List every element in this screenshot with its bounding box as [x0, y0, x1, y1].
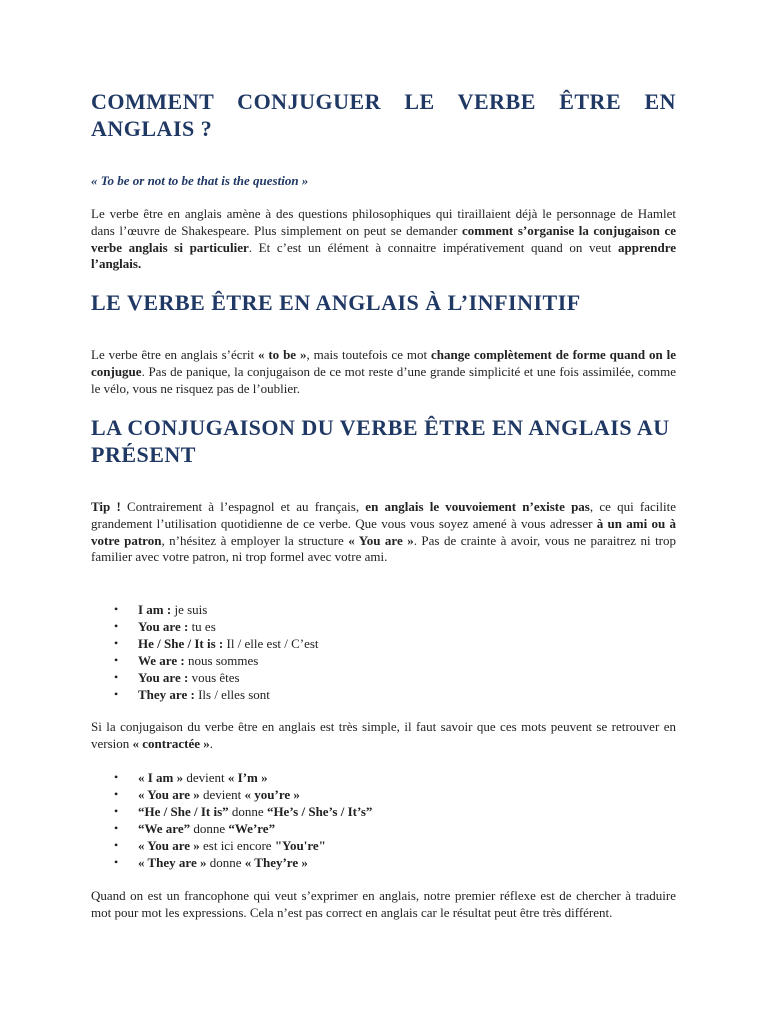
contraction-text-2: .	[209, 735, 214, 751]
intro-bold-2: apprendre l’anglais.	[91, 239, 676, 272]
infinitif-text-1: Le verbe être en anglais s’écrit	[91, 347, 258, 362]
infinitif-paragraph	[91, 347, 676, 397]
intro-paragraph	[91, 206, 676, 273]
heading-infinitif: LE VERBE ÊTRE EN ANGLAIS À L’INFINITIF	[91, 290, 581, 315]
list-item: • You are : vous êtes	[91, 669, 319, 686]
tip-text-4: . Pas de crainte à avoir, vous ne paraitrez ni trop familier avec votre patron, ni trop formel avec votre ami.	[91, 532, 677, 565]
list-item: • “He / She / It is” donne “He’s / She’s / It’s”	[91, 803, 372, 820]
intro-bold-1: comment s’organise la conjugaison ce verbe anglais si particulier	[91, 222, 676, 255]
list-item: • « I am » devient « I’m »	[91, 769, 372, 786]
tip-paragraph	[91, 499, 676, 566]
contraction-text-1: Si la conjugaison du verbe être en anglais est très simple, il faut savoir que ces mots peuvent se retrouver en version	[91, 719, 676, 751]
infinitif-bold-2: change complètement de forme quand on le conjugue	[91, 347, 676, 379]
contraction-bold-1: « contractée »	[132, 735, 210, 751]
list-item: • « They are » donne « They’re »	[91, 854, 372, 871]
tip-bold-3: « You are »	[348, 532, 414, 548]
list-item: • “We are” donne “We’re”	[91, 820, 372, 837]
conjugation-list	[91, 601, 319, 703]
hamlet-quote: « To be or not to be that is the question »	[91, 173, 309, 188]
tip-text-1: Contrairement à l’espagnol et au français,	[120, 499, 366, 514]
tip-label: Tip !	[91, 499, 121, 514]
list-item: • We are : nous sommes	[91, 652, 319, 669]
intro-text-1: Le verbe être en anglais amène à des questions philosophiques qui tiraillaient déjà le personnage de Hamlet dans l’œuvre de Shakespeare. Plus simplement on peut se demander	[91, 206, 676, 238]
tip-bold-1: en anglais le vouvoiement n’existe pas	[365, 499, 590, 514]
contraction-list	[91, 769, 372, 871]
list-item: • He / She / It is : Il / elle est / C’est	[91, 635, 319, 652]
infinitif-text-2: , mais toutefois ce mot	[306, 347, 431, 362]
infinitif-bold-1: « to be »	[257, 347, 307, 362]
list-item: • I am : je suis	[91, 601, 319, 618]
list-item: • « You are » est ici encore "You're"	[91, 837, 372, 854]
page-title: COMMENT CONJUGUER LE VERBE ÊTRE EN ANGLAIS ?	[91, 89, 676, 141]
tip-text-2: , ce qui facilite grandement l’utilisation quotidienne de ce verbe. Que vous vous soyez amené à vous adresser	[91, 499, 676, 531]
list-item: • You are : tu es	[91, 618, 319, 635]
heading-present: LA CONJUGAISON DU VERBE ÊTRE EN ANGLAIS AU PRÉSENT	[91, 415, 670, 467]
list-item: • They are : Ils / elles sont	[91, 686, 319, 703]
tip-text-3: , n’hésitez à employer la structure	[161, 532, 349, 548]
intro-text-2: . Et c’est un élément à connaitre impérativement quand on veut	[248, 239, 618, 255]
infinitif-text-3: . Pas de panique, la conjugaison de ce mot reste d’une grande simplicité et une fois assimilée, comme le vélo, vous ne risquez pas de l’oublier.	[91, 363, 676, 396]
contraction-intro-paragraph	[91, 719, 676, 753]
tip-bold-2: à un ami ou à votre patron	[91, 515, 676, 548]
closing-paragraph: Quand on est un francophone qui veut s’exprimer en anglais, notre premier réflexe est de chercher à traduire mot pour mot les expressions. Cela n’est pas correct en anglais car le résultat peut être très différent.	[91, 888, 676, 920]
list-item: • « You are » devient « you’re »	[91, 786, 372, 803]
